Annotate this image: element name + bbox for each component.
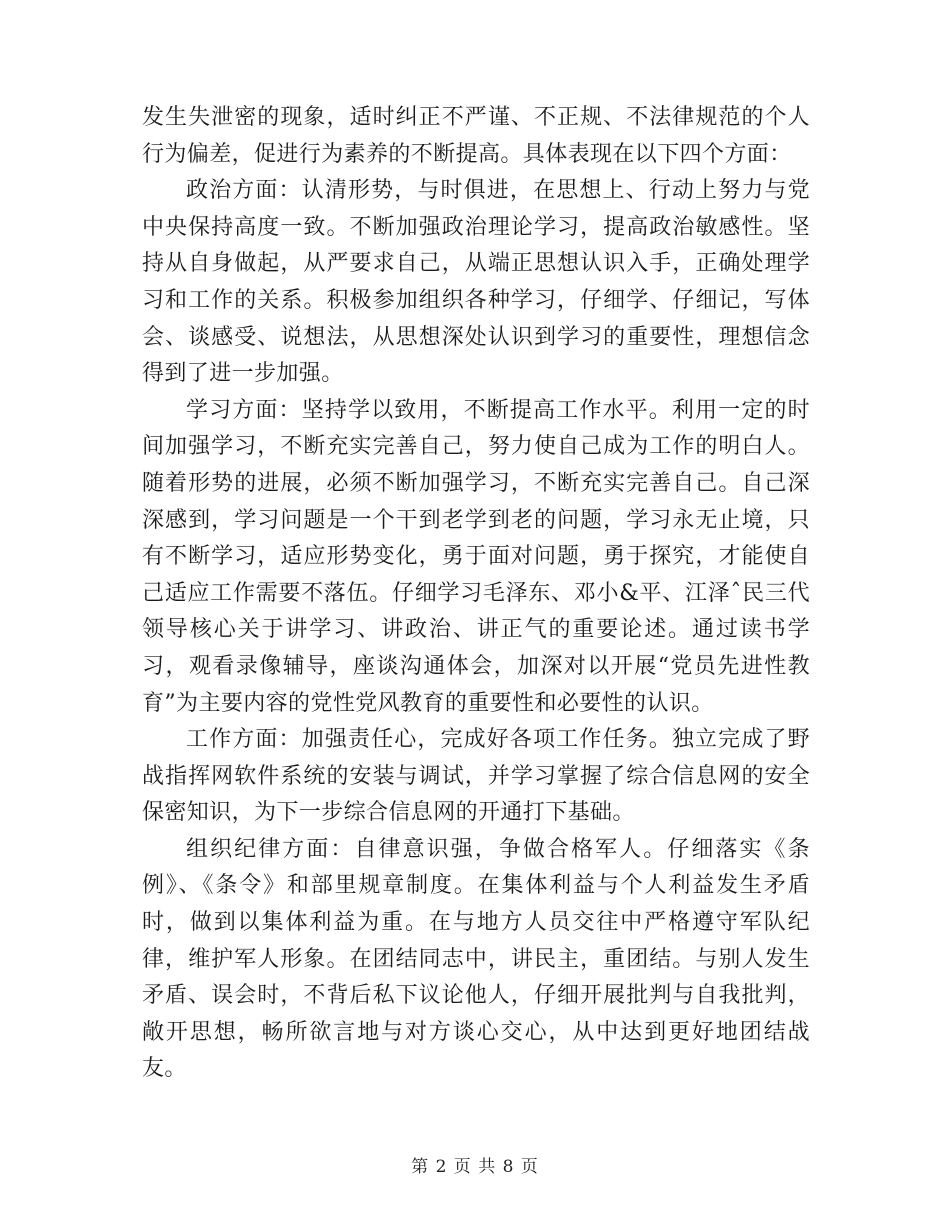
document-body bbox=[142, 100, 810, 1088]
paragraph-study: 学习方面：坚持学以致用，不断提高工作水平。利用一定的时间加强学习，不断充实完善自己，努力使自己成为工作的明白人。随着形势的进展，必须不断加强学习，不断充实完善自己。自己深深感到，学习问题是一个干到老学到老的问题，学习永无止境，只有不断学习，适应形势变化，勇于面对问题，勇于探究，才能使自己适应工作需要不落伍。仔细学习毛泽东、邓小&平、江泽ˆ民三代领导核心关于讲学习、讲政治、讲正气的重要论述。通过读书学习，观看录像辅导，座谈沟通体会，加深对以开展“党员先进性教育”为主要内容的党性党风教育的重要性和必要性的认识。 bbox=[142, 397, 810, 716]
paragraph-political: 政治方面：认清形势，与时俱进，在思想上、行动上努力与党中央保持高度一致。不断加强政治理论学习，提高政治敏感性。坚持从自身做起，从严要求自己，从端正思想认识入手，正确处理学习和工作的关系。积极参加组织各种学习，仔细学、仔细记，写体会、谈感受、说想法，从思想深处认识到学习的重要性，理想信念得到了进一步加强。 bbox=[142, 178, 810, 387]
page-number-footer: 第 2 页 共 8 页 bbox=[411, 1157, 539, 1177]
paragraph-work: 工作方面：加强责任心，完成好各项工作任务。独立完成了野战指挥网软件系统的安装与调试，并学习掌握了综合信息网的安全保密知识，为下一步综合信息网的开通打下基础。 bbox=[142, 727, 810, 826]
paragraph-discipline: 组织纪律方面：自律意识强，争做合格军人。仔细落实《条例》、《条令》和部里规章制度。在集体利益与个人利益发生矛盾时，做到以集体利益为重。在与地方人员交往中严格遵守军队纪律，维护军人形象。在团结同志中，讲民主，重团结。与别人发生矛盾、误会时，不背后私下议论他人，仔细开展批判与自我批判，敞开思想，畅所欲言地与对方谈心交心，从中达到更好地团结战友。 bbox=[142, 836, 810, 1082]
paragraph-intro: 发生失泄密的现象，适时纠正不严谨、不正规、不法律规范的个人行为偏差，促进行为素养的不断提高。具体表现在以下四个方面： bbox=[142, 105, 810, 167]
